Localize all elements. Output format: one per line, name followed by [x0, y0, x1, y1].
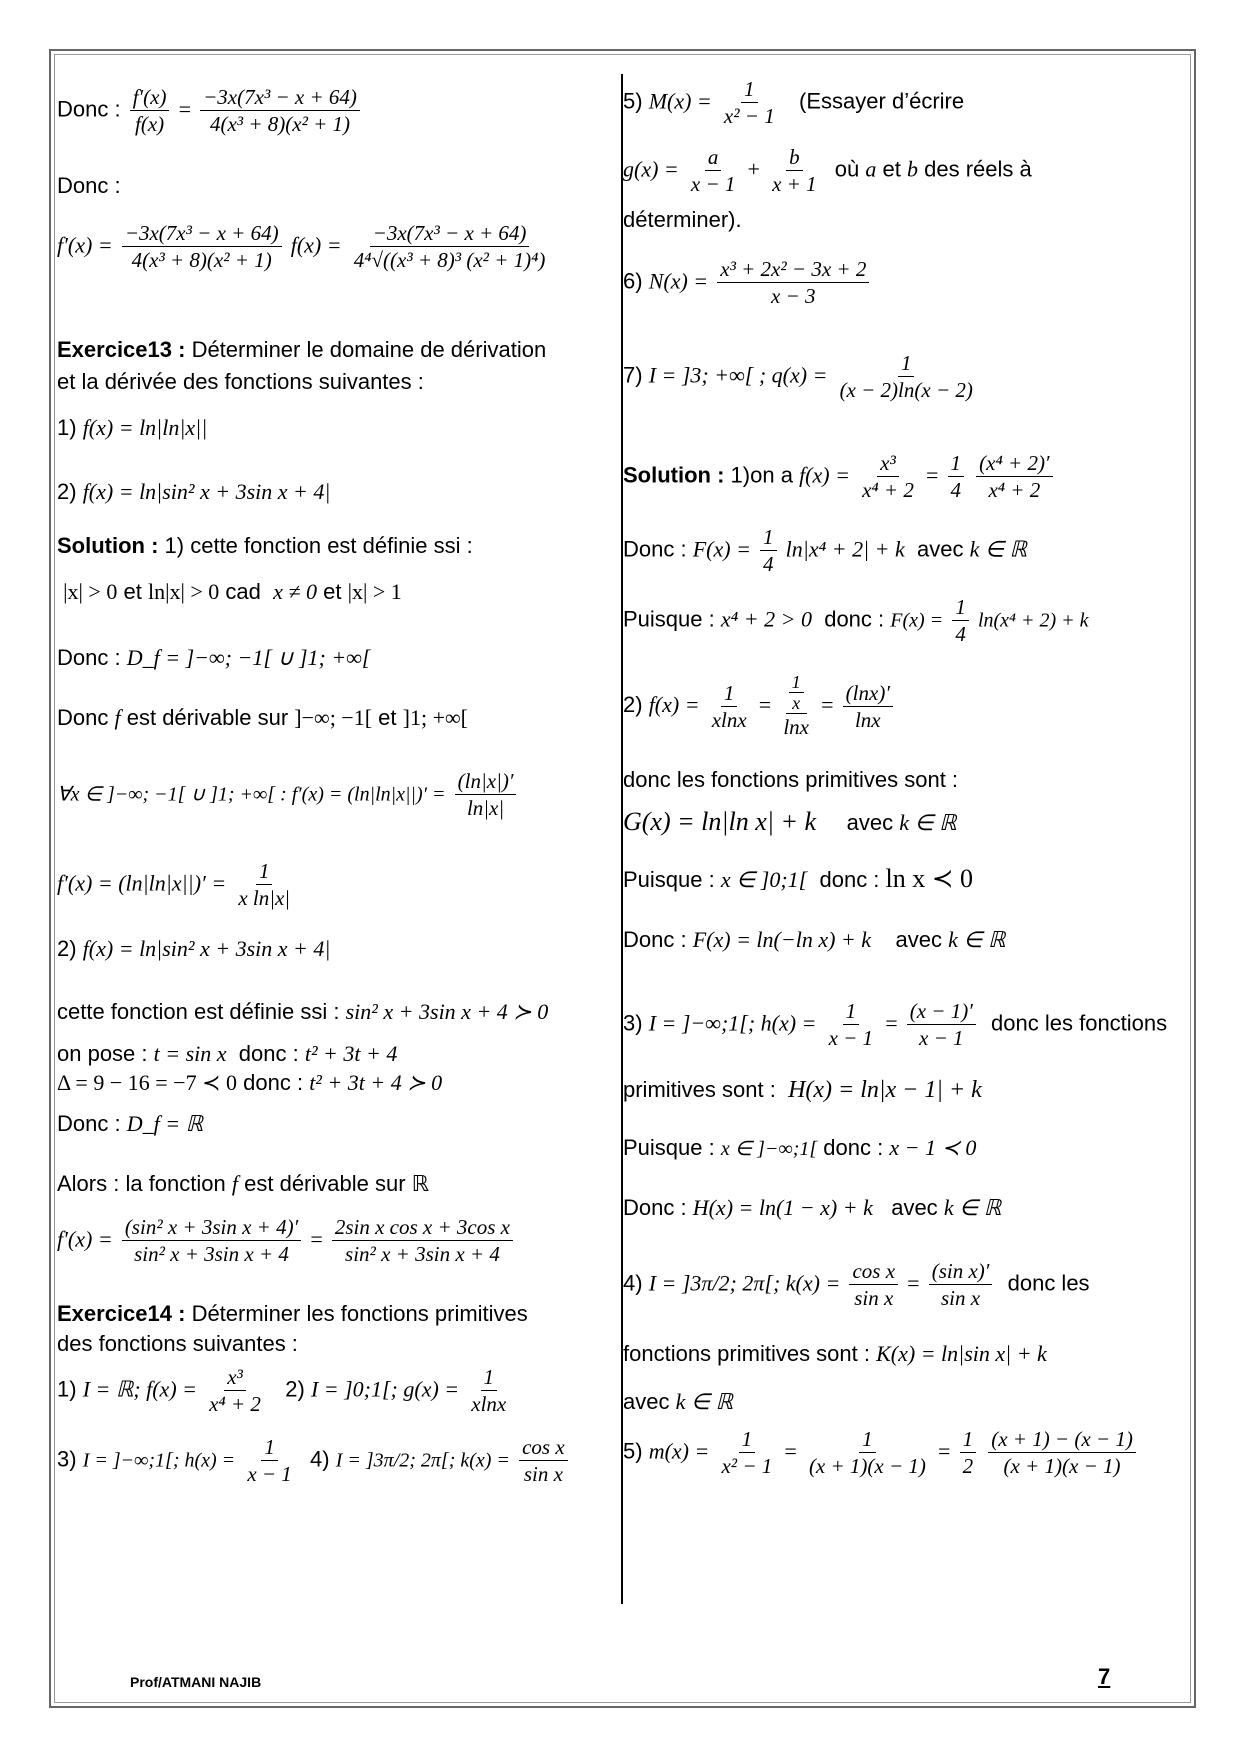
solution13-delta: Δ = 9 − 16 = −7 ≺ 0 donc : t² + 3t + 4 ≻ 0 — [57, 1070, 443, 1095]
fraction: $\frac{\frac{1}{x}}{\ln x}$ — [783, 672, 809, 739]
solution14-K: fonctions primitives sont : K(x) = ln|sin x| + k — [623, 1341, 1047, 1366]
solution14-puisque1: Puisque : x⁴ + 2 > 0 donc : F(x) = $\frac{1}{4}$ ln(x⁴ + 2) + k — [623, 595, 1089, 646]
solution14-H2: Donc : H(x) = ln(1 − x) + k avec k ∈ ℝ — [623, 1195, 1002, 1220]
fraction: $\frac{(\ln x)'}{\ln x}$ — [843, 680, 893, 733]
solution13-domain: Donc : D_f = ]−∞; −1[ ∪ ]1; +∞[ — [57, 645, 371, 670]
math-text: f(x) = — [290, 232, 342, 258]
exercise13-text2: et la dérivée des fonctions suivantes : — [57, 369, 424, 394]
line-fprime-result — [57, 220, 551, 273]
fraction: $\frac{1}{xlnx}$ — [711, 680, 747, 732]
solution14-puisque3: Puisque : x ∈ ]−∞;1[ donc : x − 1 ≺ 0 — [623, 1135, 977, 1160]
fraction: $\frac{1}{(x - 2)\ln(x - 2)}$ — [839, 351, 973, 402]
fraction: $\frac{1}{x - 1}$ — [247, 1435, 292, 1486]
fraction: $\frac{1}{\text{x² − 1}}$ — [723, 77, 775, 128]
fraction: $\frac{\text{(sin² x + 3sin x + 4)′}}{\text{sin² x + 3sin x + 4}}$ — [122, 1214, 301, 1267]
solution14-prim2: donc les fonctions primitives sont : — [623, 767, 959, 792]
fraction: $\frac{\text{−3x(7x³ − x + 64)}}{\text{4(x³ + 8)(x² + 1)}}$ — [200, 84, 360, 137]
fraction: $\frac{\text{(x⁴ + 2)′}}{\text{x⁴ + 2}}$ — [976, 450, 1052, 503]
solution13-derivable: Donc f est dérivable sur ]−∞; −1[ et ]1; +∞[ — [57, 705, 469, 730]
page-number: 7 — [1098, 1664, 1111, 1689]
exercise-text: Déterminer le domaine de dérivation — [191, 337, 547, 362]
solution14-part1: Solution : 1)on a f(x) = $\frac{\text{x³}}{\text{x⁴ + 2}}$ = $\frac{1}{4}$ $\frac{\text{(x⁴ + 2)′}}{\text{x⁴ + 2}}$ — [623, 450, 1056, 503]
fraction: $\frac{\text{cos x}}{\text{sin x}}$ — [519, 1434, 568, 1487]
solution14-part3: 3) I = ]−∞;1[; h(x) = $\frac{1}{x - 1}$ = $\frac{(x - 1)'}{x - 1}$ donc les fonctions — [623, 999, 1168, 1050]
fraction: $\frac{\text{−3x(7x³ − x + 64)}}{\text{4⁴√((x³ + 8)³ (x² + 1)⁴)}}$ — [353, 221, 546, 272]
solution14-part5: 5) m(x) = $\frac{1}{\text{x² − 1}}$ = $\frac{1}{(x + 1)(x - 1)}$ = $\frac{1}{2}$ $\frac{(x + 1) - (x - 1)}{(x + 1)(x - 1)}$ — [623, 1426, 1139, 1479]
fraction: $\frac{(x + 1) - (x - 1)}{(x + 1)(x - 1)}$ — [988, 1426, 1136, 1479]
solution13-fprime2: f′(x) = $\frac{\text{(sin² x + 3sin x + 4)′}}{\text{sin² x + 3sin x + 4}}$ = $\frac{\text{2sin x cos x + 3cos x}}{\text{sin² x + 3sin x + 4}}$ — [57, 1214, 516, 1267]
fraction: $\frac{1}{2}$ — [960, 1426, 977, 1479]
exercise14-q1-q2: 1) I = ℝ; f(x) = $\frac{\text{x³}}{\text{x⁴ + 2}}$ 2) I = ]0;1[; g(x) = $\frac{1}{xlnx}$ — [57, 1364, 512, 1417]
exercise14-heading: Exercice14 : Déterminer les fonctions primitives — [57, 1301, 528, 1326]
solution14-part4: 4) I = ]3π/2; 2π[; k(x) = $\frac{\text{cos x}}{\text{sin x}}$ = $\frac{\text{(sin x)′}}{\text{sin x}}$ donc les — [623, 1259, 1090, 1310]
footer-author: Prof/ATMANI NAJIB — [130, 1674, 262, 1690]
fraction: $\frac{1}{4}$ — [952, 594, 969, 647]
solution14-part2: 2) f(x) = $\frac{1}{xlnx}$ = $\frac{\frac{1}{x}}{\ln x}$ = $\frac{(\ln x)'}{\ln x}$ — [623, 672, 896, 740]
exercise-title: Exercice14 : — [57, 1301, 186, 1326]
solution14-G: G(x) = ln|ln x| + k avec k ∈ ℝ — [623, 807, 957, 836]
solution-title: Solution : — [57, 533, 159, 558]
exercise13-heading — [57, 336, 546, 364]
solution14-F2: Donc : F(x) = ln(−ln x) + k avec k ∈ ℝ — [623, 927, 1006, 952]
solution13-pose: on pose : t = sin x donc : t² + 3t + 4 — [57, 1041, 398, 1066]
fraction: $\frac{1}{\text{x² − 1}}$ — [721, 1427, 773, 1478]
solution-title: Solution : — [623, 462, 725, 488]
question5-end: déterminer). — [623, 207, 742, 232]
math-eq: = — [178, 96, 192, 122]
fraction: $\frac{1}{x - 1}$ — [828, 999, 874, 1050]
fraction: $\frac{b}{x + 1}$ — [772, 145, 817, 196]
fraction: $\frac{a}{x - 1}$ — [690, 145, 736, 196]
fraction: $\frac{\text{x³}}{\text{x⁴ + 2}}$ — [862, 451, 914, 502]
solution14-H: primitives sont : H(x) = ln|x − 1| + k — [623, 1077, 982, 1103]
line-derivative-ratio — [57, 84, 363, 137]
fraction: $\frac{\text{−3x(7x³ − x + 64)}}{\text{4(x³ + 8)(x² + 1)}}$ — [122, 220, 282, 273]
question5-g: g(x) = $\frac{a}{x - 1}$ + $\frac{b}{x + 1}$ où a et b des réels à — [623, 145, 1032, 196]
fraction: $\frac{\text{(sin x)′}}{\text{sin x}}$ — [929, 1258, 993, 1311]
fraction: $\frac{\text{cos x}}{\text{sin x}}$ — [849, 1258, 898, 1311]
solution13-fprime: f′(x) = (ln|ln|x||)′ = $\frac{1}{\text{x ln|x|}}$ — [57, 858, 296, 911]
solution13-def2: cette fonction est définie ssi : sin² x + 3sin x + 4 ≻ 0 — [57, 999, 549, 1024]
solution13-alors: Alors : la fonction f est dérivable sur ℝ — [57, 1171, 430, 1196]
exercise13-q1: 1) f(x) = ln|ln|x|| — [57, 415, 208, 440]
fraction: $\frac{(\ln|x|)'}{\ln|x|}$ — [455, 768, 517, 821]
solution13-conditions: |x| > 0 et ln|x| > 0 cad x ≠ 0 et |x| > 1 — [63, 579, 402, 604]
solution14-K-avec: avec k ∈ ℝ — [623, 1389, 733, 1414]
solution13-forall: ∀x ∈ ]−∞; −1[ ∪ ]1; +∞[ : f′(x) = (ln|ln|x||)′ = $\frac{(\ln|x|)'}{\ln|x|}$ — [57, 768, 519, 821]
fraction: $\frac{1}{\text{x ln|x|}}$ — [238, 859, 291, 910]
line-donc — [57, 172, 121, 200]
solution14-F: Donc : F(x) = $\frac{1}{4}$ ln|x⁴ + 2| + k avec k ∈ ℝ — [623, 525, 1027, 576]
fraction: $\frac{1}{xlnx}$ — [471, 1365, 507, 1416]
exercise14-text2: des fonctions suivantes : — [57, 1331, 298, 1356]
fraction: $\frac{1}{(x + 1)(x - 1)}$ — [808, 1427, 926, 1478]
math-text: f′(x) = — [57, 232, 113, 258]
text-label: Donc : — [57, 96, 121, 122]
question7: 7) I = ]3; +∞[ ; q(x) = $\frac{1}{(x - 2)\ln(x - 2)}$ — [623, 350, 979, 403]
text-label: Donc : — [57, 173, 121, 198]
fraction: $\frac{\text{x³}}{\text{x⁴ + 2}}$ — [209, 1365, 261, 1416]
exercise-title: Exercice13 : — [57, 337, 186, 362]
fraction: $\frac{\text{2sin x cos x + 3cos x}}{\text{sin² x + 3sin x + 4}}$ — [332, 1214, 513, 1267]
question5: 5) M(x) = $\frac{1}{\text{x² − 1}}$ (Essayer d’écrire — [623, 77, 965, 128]
fraction: $\frac{(x - 1)'}{x - 1}$ — [907, 998, 976, 1051]
fraction: $\frac{1}{4}$ — [948, 450, 965, 503]
solution13-part2: 2) f(x) = ln|sin² x + 3sin x + 4| — [57, 936, 331, 961]
fraction: $\frac{f'(x)}{f(x)}$ — [130, 84, 170, 137]
solution13-heading: Solution : 1) cette fonction est définie ssi : — [57, 533, 473, 558]
exercise13-q2: 2) f(x) = ln|sin² x + 3sin x + 4| — [57, 479, 331, 504]
fraction: $\frac{\text{x³ + 2x² − 3x + 2}}{x - 3}$ — [717, 256, 869, 309]
question6: 6) N(x) = $\frac{\text{x³ + 2x² − 3x + 2}}{x - 3}$ — [623, 256, 872, 309]
exercise14-q3-q4: 3) I = ]−∞;1[; h(x) = $\frac{1}{x - 1}$ 4) I = ]3π/2; 2π[; k(x) = $\frac{\text{cos x}}{\text{sin x}}$ — [57, 1434, 571, 1487]
solution14-puisque2: Puisque : x ∈ ]0;1[ donc : ln x ≺ 0 — [623, 864, 974, 893]
fraction: $\frac{1}{4}$ — [760, 524, 777, 577]
solution13-domain2: Donc : D_f = ℝ — [57, 1111, 203, 1136]
